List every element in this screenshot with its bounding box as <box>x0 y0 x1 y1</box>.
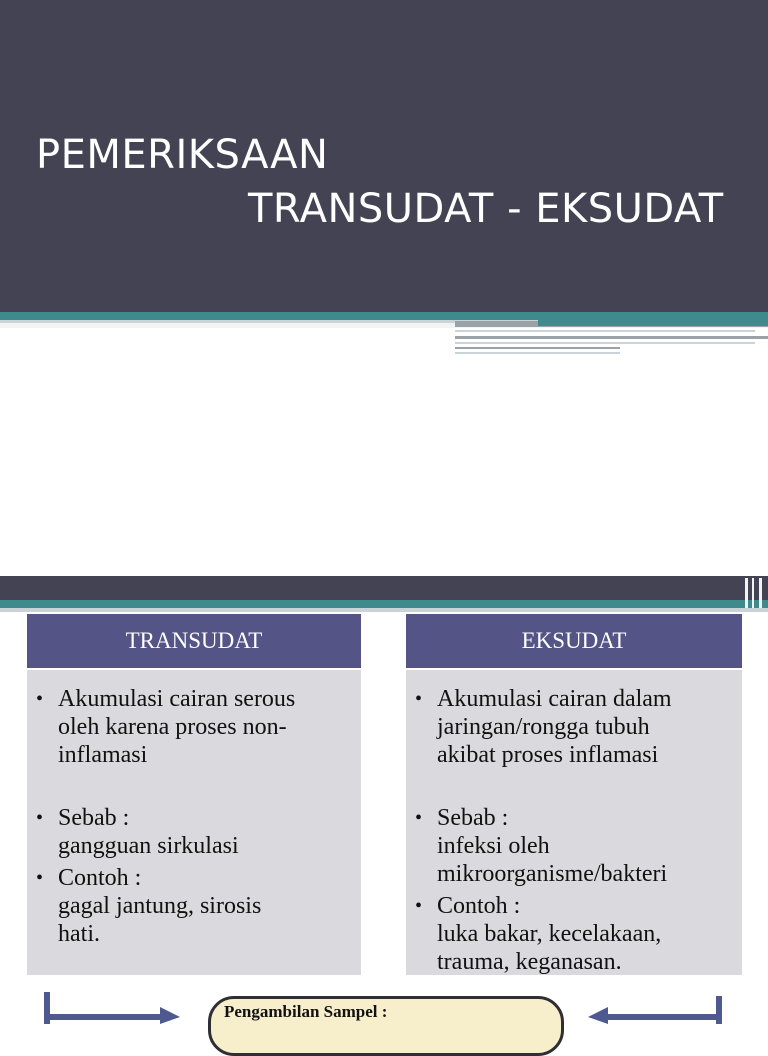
eksudat-bullet-example <box>415 892 740 976</box>
eksudat-example-text: Contoh : luka bakar, kecelakaan, trauma, keganasan. <box>437 893 662 975</box>
slide-title-line-2: TRANSUDAT - EKSUDAT <box>248 186 724 232</box>
transudat-column-header: TRANSUDAT <box>27 614 361 670</box>
left-arrow-shaft <box>44 1014 164 1020</box>
eksudat-definition-text: Akumulasi cairan dalam jaringan/rongga tubuh akibat proses inflamasi <box>437 686 672 768</box>
eksudat-bullet-definition <box>415 685 740 769</box>
slide-title-line-1: PEMERIKSAAN <box>36 132 329 178</box>
bullet-dot: • <box>415 895 423 917</box>
eksudat-bullet-cause <box>415 804 740 888</box>
bullet-dot: • <box>36 807 44 829</box>
transudat-bullet-example <box>36 864 356 948</box>
bullet-dot: • <box>415 688 423 710</box>
bullet-dot: • <box>36 688 44 710</box>
teal-accent-bar <box>538 314 768 326</box>
eksudat-column-header: EKSUDAT <box>406 614 742 670</box>
sampling-callout-text: Pengambilan Sampel : <box>224 1002 388 1021</box>
accent-line-5 <box>455 352 620 354</box>
left-arrowhead-icon <box>586 1006 608 1024</box>
accent-line-4 <box>455 347 620 349</box>
eksudat-cause-text: Sebab : infeksi oleh mikroorganisme/bakteri <box>437 805 668 887</box>
right-arrowhead-icon <box>160 1006 182 1024</box>
slide2-corner-line-3 <box>759 578 762 608</box>
bullet-dot: • <box>36 867 44 889</box>
bullet-dot: • <box>415 807 423 829</box>
transudat-cause-text: Sebab : gangguan sirkulasi <box>58 805 239 859</box>
slide2-light-stripe <box>0 608 768 612</box>
transudat-bullet-definition <box>36 685 356 769</box>
accent-line-3 <box>455 342 755 344</box>
slide2-corner-line-1 <box>745 578 748 608</box>
slide2-corner-line-2 <box>752 578 754 608</box>
accent-line-1 <box>455 330 755 332</box>
transudat-example-text: Contoh : gagal jantung, sirosis hati. <box>58 865 262 947</box>
right-arrow-shaft <box>600 1014 722 1020</box>
transudat-definition-text: Akumulasi cairan serous oleh karena proses non- inflamasi <box>58 686 296 768</box>
accent-line-2 <box>455 336 768 339</box>
transudat-bullet-cause <box>36 804 356 860</box>
slide2-teal-stripe <box>0 600 768 608</box>
